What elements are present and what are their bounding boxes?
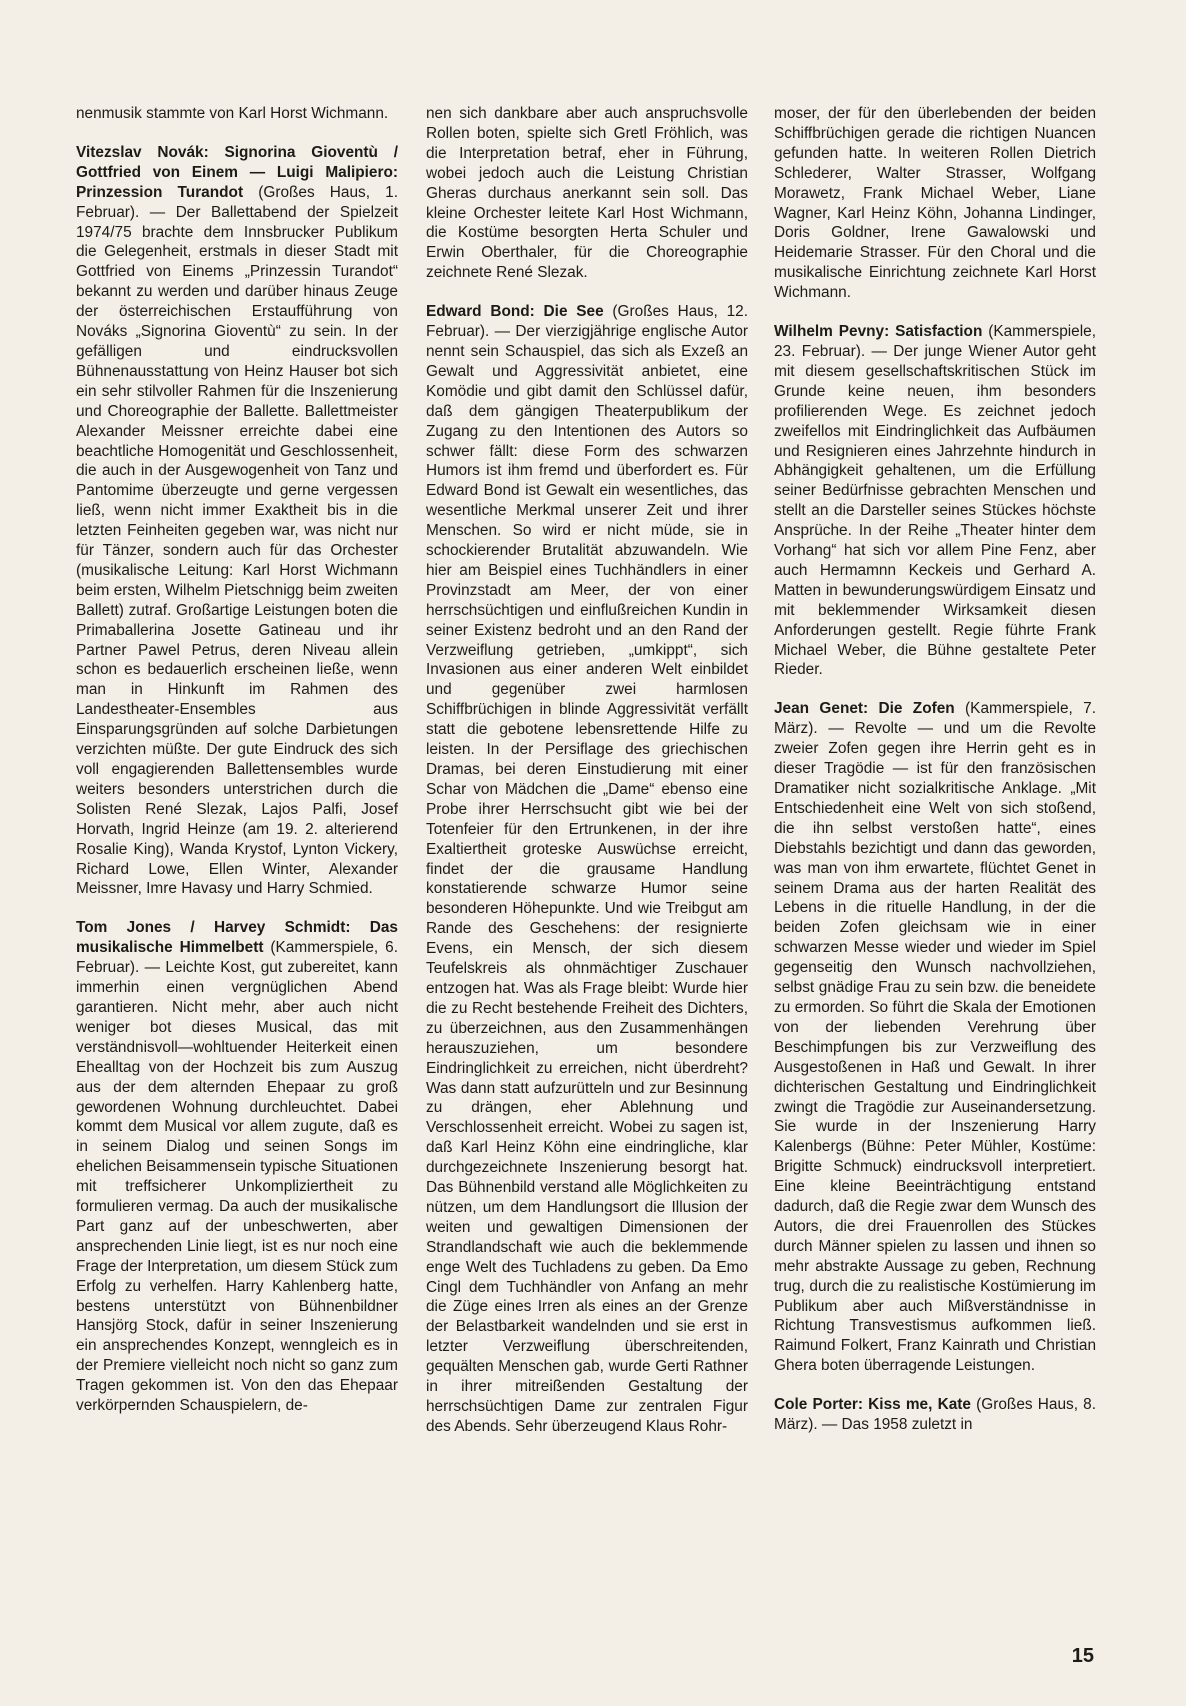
paragraph-text: moser, der für den überlebenden der beiden Schiffbrüchigen gerade die richtigen Nuancen gefunden hatte. In weiteren Rollen Dietrich Schlederer, Walter Strasser, Wolfgang Morawetz, Frank Michael Weber, Liane Wagner, Karl Heinz Köhn, Johanna Lindinger, Doris Goldner, Irene Gawalowski und Heidemarie Strasser. Für den Choral und die musikalische Einrichtung zeichnete Karl Horst Wichmann. (774, 105, 1096, 302)
review-paragraph (774, 1395, 1096, 1435)
review-heading: Edward Bond: Die See (426, 303, 604, 321)
paragraph (774, 104, 1096, 303)
page-number: 15 (1071, 1645, 1094, 1667)
review-paragraph (76, 143, 398, 899)
review-heading: Cole Porter: Kiss me, Kate (774, 1396, 971, 1414)
column-3 (774, 104, 1096, 1435)
review-text: (Großes Haus, 12. Februar). — Der vierzigjährige englische Autor nennt sein Schauspiel, das sich als Exzeß an Gewalt und Aggressivität anbietet, eine Komödie und gibt damit den Schlüssel dafür, daß dem gängigen Theaterpublikum der Zugang zu den Intentionen des Autors so schwer fällt: diese Form des schwarzen Humors ist ihm fremd und überfordert es. Für Edward Bond ist Gewalt ein wesentliches, das wesentliche Merkmal unserer Zeit und ihrer Menschen. So wird er nicht müde, sie in schockierender Brutalität abzuwandeln. Wie hier am Beispiel eines Tuchhändlers in einer Provinzstadt am Meer, der von einer herrschsüchtigen und einflußreichen Kundin in seiner Existenz bedroht und an den Rand der Verzweiflung getrieben, „umkippt“, sich Invasionen aus einer anderen Welt einbildet und gegenüber zwei harmlosen Schiffbrüchigen in blinde Aggressivität verfällt statt die gebotene lebensrettende Hilfe zu leisten. In der Persiflage des griechischen Dramas, bei deren Einstudierung mit einer Schar von Mädchen die „Dame“ ebenso eine Probe ihrer Herrschsucht gibt wie bei der Totenfeier für den Ertrunkenen, in der ihre Exaltiertheit groteske Auswüchse erreicht, findet der die grausame Handlung konstatierende schwarze Humor seine besonderen Höhepunkte. Und wie Treibgut am Rande des Geschehens: der resignierte Evens, ein Mensch, der sich diesem Teufelskreis als ohnmächtiger Zuschauer entzogen hat. Was als Frage bleibt: Wurde hier die zu Recht bestehende Freiheit des Dichters, zu überzeichnen, aus den Zusammenhängen herauszuziehen, um besondere Eindringlichkeit zu erreichen, nicht überdreht? Was dann statt aufzurütteln und zur Besinnung zu drängen, eher Ablehnung und Verschlossenheit erreicht. Wobei zu sagen ist, daß Karl Heinz Köhn eine eindringliche, klar durchgezeichnete Inszenierung besorgt hat. Das Bühnenbild verstand alle Möglichkeiten zu nützen, um dem Handlungsort die Illusion der weiten und gewaltigen Dimensionen der Strandlandschaft wie auch die beklemmende enge Welt des Tuchladens zu geben. Da Emo Cingl dem Tuchhändler von Anfang an mehr die Züge eines Irren als eines an der Grenze der Belastbarkeit wandelnden und sie erst in letzter Verzweiflung überschreitenden, gequälten Menschen gab, wurde Gerti Rathner in ihrer mitreißenden Gestaltung der herrschsüchtigen Dame zur zentralen Figur des Abends. Sehr überzeugend Klaus Rohr- (426, 303, 748, 1435)
review-heading: Tom Jones / Harvey Schmidt: Das musikalische Himmelbett (76, 919, 398, 957)
review-paragraph (774, 699, 1096, 1376)
paragraph-text: nenmusik stammte von Karl Horst Wichmann. (76, 105, 389, 122)
review-paragraph (774, 322, 1096, 680)
paragraph (76, 104, 398, 124)
review-heading: Vitezslav Novák: Signorina Gioventù / Gottfried von Einem — Luigi Malipiero: Prinzession Turandot (76, 143, 398, 201)
column-2 (426, 104, 748, 1437)
review-text: (Kammerspiele, 7. März). — Revolte — und um die Revolte zweier Zofen gegen ihre Herrin geht es in dieser Tragödie — ist für den französischen Dramatiker nicht sozialkritische Anklage. „Mit Entschiedenheit eine Welt von sich stoßend, die ihn selbst verstoßen hatte“, eines Diebstahls bezichtigt und dann das geworden, was man von ihm erwartete, flüchtet Genet in seinem Drama aus der harten Realität des Lebens in die rituelle Handlung, in der die beiden Zofen gleichsam wie in einer schwarzen Messe wieder und wieder im Spiel gegenseitig den Wunsch nachvollziehen, selbst gnädige Frau zu sein bzw. die beneidete zu ermorden. So führt die Skala der Emotionen von der liebenden Verehrung über Beschimpfungen bis zur Verzweiflung des Ausgestoßenen in Haß und Gewalt. In ihrer dichterischen Gestaltung und Eindringlichkeit zwingt die Tragödie zur Auseinandersetzung. Sie wurde in der Inszenierung Harry Kalenbergs (Bühne: Peter Mühler, Kostüme: Brigitte Schmuck) eindrucksvoll interpretiert. Eine kleine Beeinträchtigung entstand dadurch, daß die Regie zwar dem Wunsch des Autors, die drei Frauenrollen des Stückes durch Männer spielen zu lassen und ihnen so mehr abstrakte Aussage zu geben, Rechnung trug, durch die zu realistische Kostümierung im Publikum aber auch Mißverständnisse in Richtung Transvestismus aufkommen ließ. Raimund Folkert, Franz Kainrath und Christian Ghera boten überragende Leistungen. (774, 700, 1096, 1375)
column-1 (76, 104, 398, 1416)
review-heading: Jean Genet: Die Zofen (774, 700, 955, 718)
review-paragraph (76, 918, 398, 1416)
review-heading: Wilhelm Pevny: Satisfaction (774, 323, 983, 341)
paragraph-text: nen sich dankbare aber auch anspruchsvolle Rollen boten, spielte sich Gretl Fröhlich, was die Interpretation betraf, eher in Führung, wobei jedoch auch die Leistung Christian Gheras durchaus anerkannt sein soll. Das kleine Orchester leitete Karl Host Wichmann, die Kostüme besorgten Herta Schuler und Erwin Oberthaler, für die Choreographie zeichnete René Slezak. (426, 105, 748, 282)
review-text: (Kammerspiele, 23. Februar). — Der junge Wiener Autor geht mit diesem gesellschaftskritischen Stück im Grunde keine neuen, ihm besonders profilierenden Wege. Es zeichnet jedoch zweifellos mit Eindringlichkeit das Aufbäumen und Resignieren eines Jahrzehnte hindurch in Abhängigkeit gehaltenen, um die Erfüllung seiner Bedürfnisse gebrachten Menschen und stellt an die Darsteller seines Stückes höchste Ansprüche. In der Reihe „Theater hinter dem Vorhang“ hat sich vor allem Pine Fenz, aber auch Hermamnn Keckeis und Gerhard A. Matten in bewunderungswürdigem Einsatz und mit beklemmender Wirksamkeit diesen Anforderungen gestellt. Regie führte Frank Michael Weber, die Bühne gestaltete Peter Rieder. (774, 323, 1096, 679)
paragraph (426, 104, 748, 283)
review-text: (Großes Haus, 1. Februar). — Der Ballettabend der Spielzeit 1974/75 brachte dem Innsbrucker Publikum die Gelegenheit, erstmals in dieser Stadt mit Gottfried von Einems „Prinzessin Turandot“ bekannt zu werden und darüber hinaus Zeuge der österreichischen Erstaufführung von Nováks „Signorina Gioventù“ zu sein. In der gefälligen und eindrucksvollen Bühnenausstattung von Heinz Hauser bot sich ein sehr stilvoller Rahmen für die Inszenierung und Choreographie der Ballette. Ballettmeister Alexander Meissner erreichte dabei eine beachtliche Homogenität und Geschlossenheit, die auch in der Ausgewogenheit von Tanz und Pantomime überzeugte und gerne vergessen ließ, wenn nicht immer Exaktheit bis in die letzten Feinheiten gegeben war, was nicht nur für Tänzer, sondern auch für das Orchester (musikalische Leitung: Karl Horst Wichmann beim ersten, Wilhelm Pietschnigg beim zweiten Ballett) zutraf. Großartige Leistungen boten die Primaballerina Josette Gatineau und ihr Partner Pawel Petrus, deren Niveau allein schon es bedauerlich erscheinen ließe, wenn man in Hinkunft im Rahmen des Landestheater-Ensembles aus Einsparungsgründen auf solche Darbietungen verzichten müßte. Der gute Eindruck des sich voll engagierenden Ballettensembles wurde weiters besonders unterstrichen durch die Solisten René Slezak, Lajos Palfi, Josef Horvath, Ingrid Heinze (am 19. 2. alterierend Rosalie King), Wanda Krystof, Lynton Vickery, Richard Lowe, Ellen Winter, Alexander Meissner, Imre Havasy und Harry Schmied. (76, 183, 398, 898)
review-paragraph (426, 302, 748, 1437)
review-text: (Kammerspiele, 6. Februar). — Leichte Kost, gut zubereitet, kann immerhin einen vergnüglichen Abend garantieren. Nicht mehr, aber auch nicht weniger bot dieses Musical, das mit verständnisvoll—wohltuender Heiterkeit einen Ehealltag von der Hochzeit bis zum Auszug aus der dem alternden Ehepaar zu groß gewordenen Wohnung durchleuchtet. Dabei kommt dem Musical vor allem zugute, daß es in seinem Dialog und seinen Songs im ehelichen Beisammensein typische Situationen mit treffsicherer Unkompliziertheit zu formulieren vermag. Da auch der musikalische Part ganz auf der unbeschwerten, aber ansprechenden Linie liegt, ist es nur noch eine Frage der Interpretation, um diesem Stück zum Erfolg zu verhelfen. Harry Kahlenberg hatte, bestens unterstützt von Bühnenbildner Hansjörg Stock, dafür in seiner Inszenierung ein ansprechendes Konzept, wenngleich es in der Premiere vielleicht noch nicht so ganz zum Tragen gekommen ist. Von den das Ehepaar verkörpernden Schauspielern, de- (76, 939, 398, 1415)
review-text: (Großes Haus, 8. März). — Das 1958 zuletzt in (774, 1396, 1096, 1434)
